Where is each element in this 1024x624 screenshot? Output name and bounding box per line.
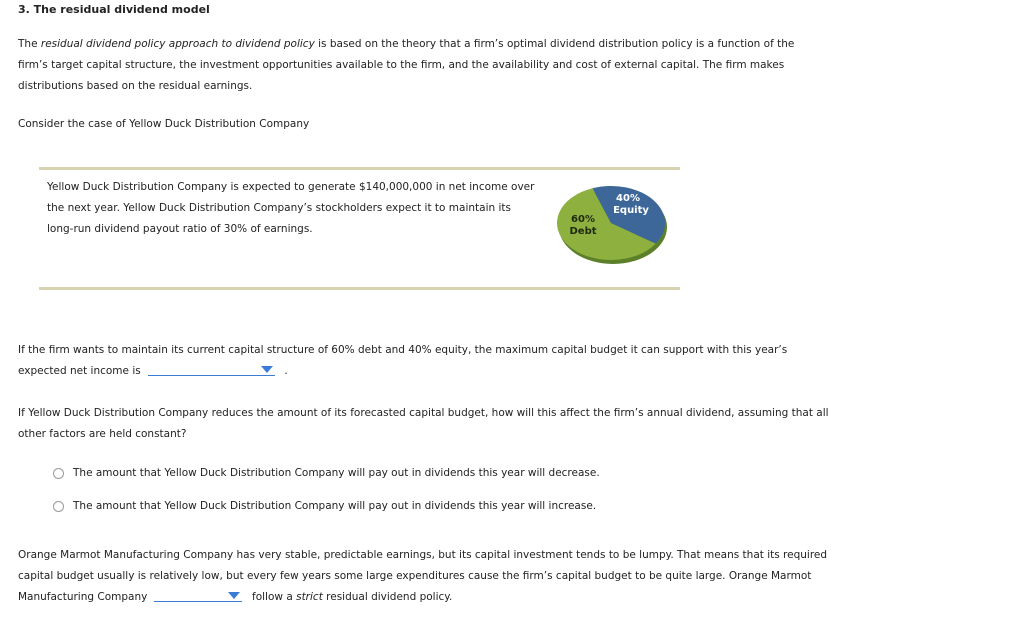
- info-box-bottom-rule: [39, 287, 680, 290]
- info-box-text: Yellow Duck Distribution Company is expected to generate $140,000,000 in net income over the next year. Yellow Duck Distribution Company’s stockholders expect it to maintain its long-run dividend payout ratio of 30% of earnings.: [47, 181, 535, 235]
- q3-text-before: Orange Marmot Manufacturing Company has very stable, predictable earnings, but its capital investment tends to be lumpy. That means that its required capital budget usually is relatively low, but every few years some large expenditures cause the firm’s capital budget to be quite large. Orange Marmot Manufacturing Company: [18, 549, 828, 603]
- pie-label-equity-pct: 40%: [616, 193, 640, 204]
- q2-text: If Yellow Duck Distribution Company reduces the amount of its forecasted capital budget, how will this affect the firm’s annual dividend, assuming that all other factors are held constant?: [18, 407, 829, 440]
- chevron-down-icon: [228, 592, 240, 599]
- radio-button-increase[interactable]: [53, 501, 64, 512]
- question-title: 3. The residual dividend model: [18, 3, 210, 16]
- q1-dropdown-underline: [148, 375, 275, 376]
- q1-answer-dropdown[interactable]: [148, 362, 275, 374]
- q3-emphasis: strict: [296, 591, 323, 603]
- q2-option-increase[interactable]: [53, 500, 596, 512]
- q2-option-decrease-label[interactable]: The amount that Yellow Duck Distribution Company will pay out in dividends this year will decrease.: [73, 467, 600, 479]
- info-box-top-rule: [39, 167, 680, 170]
- chevron-down-icon: [261, 366, 273, 373]
- q3-text-end: residual dividend policy.: [322, 591, 453, 603]
- radio-button-decrease[interactable]: [53, 468, 64, 479]
- pie-label-debt-name: Debt: [569, 226, 597, 237]
- q2-option-decrease[interactable]: [53, 467, 600, 479]
- q1-text: If the firm wants to maintain its current capital structure of 60% debt and 40% equity, the maximum capital budget it can support with this year’s expected net income is: [18, 344, 788, 377]
- q2-option-increase-label[interactable]: The amount that Yellow Duck Distribution Company will pay out in dividends this year will increase.: [73, 500, 597, 512]
- q1-suffix: .: [284, 365, 288, 377]
- consider-text: Consider the case of Yellow Duck Distribution Company: [18, 118, 310, 130]
- q3-answer-dropdown[interactable]: [154, 588, 242, 600]
- q1-text-block: [18, 340, 818, 382]
- q3-dropdown-underline: [154, 601, 242, 602]
- pie-label-equity-name: Equity: [613, 205, 649, 216]
- pie-label-debt-pct: 60%: [571, 214, 595, 225]
- intro-paragraph: [18, 34, 818, 97]
- q3-text-block: [18, 545, 833, 608]
- q3-text-after: follow a: [252, 591, 297, 603]
- intro-emphasis: residual dividend policy approach to dividend policy: [40, 38, 315, 50]
- intro-text-rest: is based on the theory that a firm’s optimal dividend distribution policy is a function of the firm’s target capital structure, the investment opportunities available to the firm, and the availability and cost of external capital. The firm makes distributions based on the residual earnings.: [18, 38, 795, 92]
- capital-structure-pie-chart: [555, 180, 671, 268]
- intro-text-start: The: [18, 38, 41, 50]
